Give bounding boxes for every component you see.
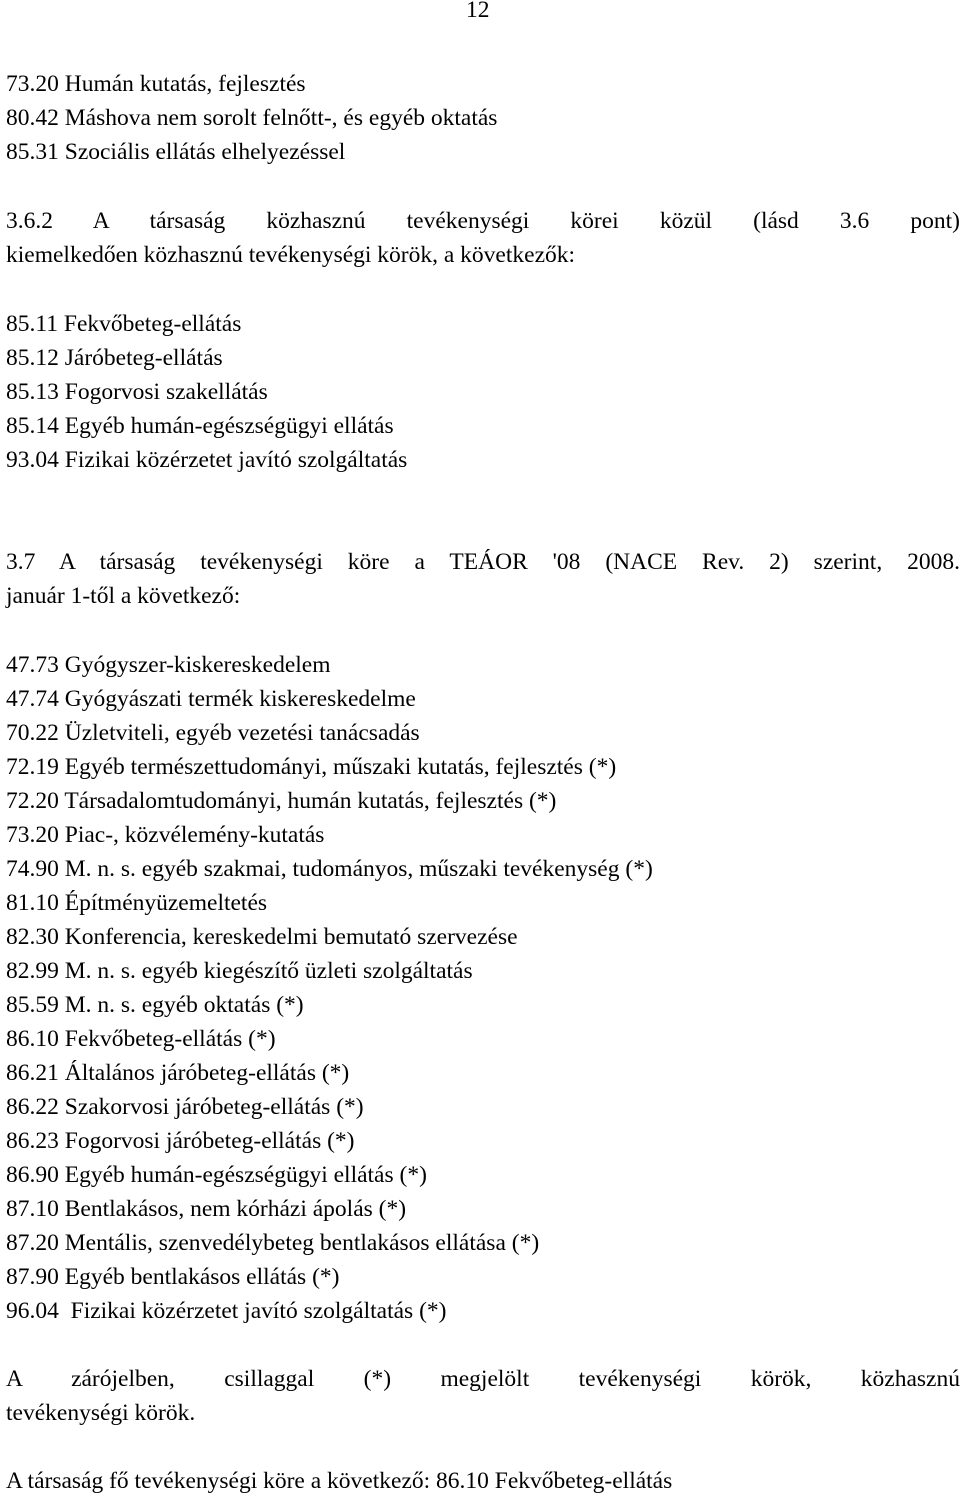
note-line: tevékenységi körök.: [6, 1400, 196, 1426]
list-item: 87.20 Mentális, szenvedélybeteg bentlakásos ellátása (*): [6, 1230, 540, 1256]
list-item: 81.10 Építményüzemeltetés: [6, 890, 268, 916]
main-activity-line: A társaság fő tevékenységi köre a következő: 86.10 Fekvőbeteg-ellátás: [6, 1468, 673, 1494]
list-item: 85.12 Járóbeteg-ellátás: [6, 345, 223, 371]
note-paragraph: [6, 1362, 960, 1430]
list-item: 47.74 Gyógyászati termék kiskereskedelme: [6, 686, 416, 712]
list-item: 85.59 M. n. s. egyéb oktatás (*): [6, 992, 304, 1018]
list-item: 86.10 Fekvőbeteg-ellátás (*): [6, 1026, 276, 1052]
list-item: 72.19 Egyéb természettudományi, műszaki kutatás, fejlesztés (*): [6, 754, 617, 780]
list-item: 47.73 Gyógyszer-kiskereskedelem: [6, 652, 331, 678]
list-item: 73.20 Piac-, közvélemény-kutatás: [6, 822, 325, 848]
section-paragraph-line: kiemelkedően közhasznú tevékenységi körök, a következők:: [6, 242, 576, 268]
main-activity: [6, 1464, 960, 1498]
list-item: 85.13 Fogorvosi szakellátás: [6, 379, 268, 405]
section-3-6-2: [6, 204, 960, 272]
list-item: 86.22 Szakorvosi járóbeteg-ellátás (*): [6, 1094, 364, 1120]
list-item: 96.04 Fizikai közérzetet javító szolgáltatás (*): [6, 1298, 447, 1324]
list-item: 80.42 Máshova nem sorolt felnőtt-, és egyéb oktatás: [6, 105, 498, 131]
list-item: 86.23 Fogorvosi járóbeteg-ellátás (*): [6, 1128, 355, 1154]
section-heading-line: január 1-től a következő:: [6, 583, 241, 609]
list-item: 72.20 Társadalomtudományi, humán kutatás, fejlesztés (*): [6, 788, 557, 814]
section-paragraph-line: 3.6.2 A társaság közhasznú tevékenységi körei közül (lásd 3.6 pont): [6, 208, 960, 234]
section-3-7: [6, 545, 960, 613]
list-item: 85.11 Fekvőbeteg-ellátás: [6, 311, 242, 337]
list-item: 70.22 Üzletviteli, egyéb vezetési tanácsadás: [6, 720, 420, 746]
list-item: 82.30 Konferencia, kereskedelmi bemutató szervezése: [6, 924, 518, 950]
list-item: 86.21 Általános járóbeteg-ellátás (*): [6, 1060, 350, 1086]
list-item: 74.90 M. n. s. egyéb szakmai, tudományos, műszaki tevékenység (*): [6, 856, 653, 882]
list-item: 93.04 Fizikai közérzetet javító szolgáltatás: [6, 447, 408, 473]
list-item: 87.10 Bentlakásos, nem kórházi ápolás (*): [6, 1196, 407, 1222]
activity-list-c: [6, 648, 960, 1328]
page-number: 12: [466, 0, 490, 23]
activity-list-b: [6, 307, 960, 477]
list-item: 85.14 Egyéb humán-egészségügyi ellátás: [6, 413, 394, 439]
list-item: 86.90 Egyéb humán-egészségügyi ellátás (*): [6, 1162, 427, 1188]
list-item: 82.99 M. n. s. egyéb kiegészítő üzleti szolgáltatás: [6, 958, 473, 984]
list-item: 73.20 Humán kutatás, fejlesztés: [6, 71, 306, 97]
note-line: A zárójelben, csillaggal (*) megjelölt tevékenységi körök, közhasznú: [6, 1366, 960, 1392]
list-item: 87.90 Egyéb bentlakásos ellátás (*): [6, 1264, 340, 1290]
activity-list-a: [6, 67, 960, 169]
section-heading-line: 3.7 A társaság tevékenységi köre a TEÁOR '08 (NACE Rev. 2) szerint, 2008.: [6, 549, 960, 575]
list-item: 85.31 Szociális ellátás elhelyezéssel: [6, 139, 346, 165]
